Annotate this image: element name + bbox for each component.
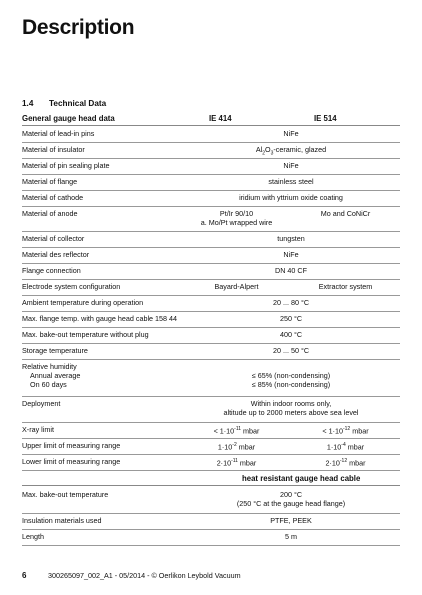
table-row-humidity (22, 360, 400, 397)
value-base: 2·10 (216, 458, 232, 468)
humidity-sub-label: Annual average (30, 371, 81, 380)
table-header-label: General gauge head data (22, 114, 115, 123)
page-title: Description (22, 16, 135, 39)
row-value-col1 (182, 425, 291, 435)
value-part: O (265, 145, 271, 154)
value-base: < 1·10 (213, 426, 235, 436)
row-label: Upper limit of measuring range (22, 441, 121, 450)
value-subscript: 2 (262, 150, 266, 157)
row-value: NiFe (283, 129, 299, 138)
row-label: X-ray limit (22, 425, 54, 434)
row-value: (250 °C at the gauge head flange) (236, 499, 346, 508)
page-footer (22, 571, 241, 580)
row-value: stainless steel (268, 177, 314, 186)
value-exponent: -4 (341, 442, 346, 448)
row-label: Storage temperature (22, 346, 88, 355)
value-part: Al (255, 145, 263, 154)
row-note: a. Mo/Pt wrapped wire (200, 218, 273, 227)
row-label: Material of anode (22, 209, 78, 218)
row-value: 250 °C (279, 314, 303, 323)
row-value: 400 °C (279, 330, 303, 339)
cable-data-table (22, 488, 400, 546)
table-row (22, 296, 400, 312)
table-row (22, 423, 400, 439)
row-value-col2 (291, 425, 400, 435)
row-value (182, 145, 400, 158)
row-value-col1 (182, 457, 291, 467)
table-row (22, 439, 400, 455)
row-value-col2: Extractor system (318, 282, 373, 291)
row-value-col2: Mo and CoNiCr (320, 209, 371, 218)
value-unit: mbar (350, 426, 369, 436)
row-value-col2 (291, 441, 400, 451)
row-label: Max. bake-out temperature (22, 490, 109, 499)
row-value-col1: Pt/Ir 90/10 (219, 209, 254, 218)
table-row (22, 143, 400, 159)
value-unit: mbar (347, 458, 366, 468)
cable-table-header (22, 474, 400, 486)
deployment-value: Within indoor rooms only, (250, 399, 332, 408)
table-row (22, 280, 400, 296)
row-value: 20 ... 50 °C (272, 346, 310, 355)
row-value: PTFE, PEEK (270, 516, 312, 525)
value-unit: mbar (237, 458, 257, 468)
table-row (22, 488, 400, 514)
section-title: Technical Data (49, 99, 107, 108)
table-row (22, 232, 400, 248)
row-value: NiFe (283, 250, 299, 259)
row-label (22, 362, 80, 389)
value-exponent: -2 (232, 442, 237, 448)
table-row (22, 344, 400, 360)
table-row (22, 127, 400, 143)
row-label: Material of flange (22, 177, 78, 186)
value-base: 2·10 (325, 458, 340, 468)
row-label: Material of cathode (22, 193, 84, 202)
cable-header-label: heat resistant gauge head cable (242, 474, 361, 483)
humidity-value: ≤ 85% (non-condensing) (251, 380, 331, 389)
row-label: Max. flange temp. with gauge head cable 158 44 (22, 314, 178, 323)
value-subscript: 3 (270, 150, 274, 157)
row-label: Deployment (22, 399, 61, 408)
table-header-col1: IE 414 (209, 114, 232, 123)
row-label: Material des reflector (22, 250, 90, 259)
section-heading (22, 99, 106, 108)
humidity-value: ≤ 65% (non-condensing) (251, 371, 331, 380)
table-row (22, 328, 400, 344)
table-row (22, 312, 400, 328)
row-value: tungsten (277, 234, 305, 243)
table-row (22, 191, 400, 207)
row-value: NiFe (283, 161, 299, 170)
value-exponent: -12 (342, 426, 351, 432)
technical-data-table (22, 127, 400, 471)
row-label: Length (22, 532, 44, 541)
row-label: Electrode system configuration (22, 282, 121, 291)
row-value: 200 °C (279, 490, 303, 499)
humidity-sub-label: On 60 days (30, 380, 67, 389)
table-header (22, 114, 400, 126)
deployment-value: altitude up to 2000 meters above sea level (223, 408, 359, 417)
row-value: DN 40 CF (275, 266, 307, 275)
table-row (22, 530, 400, 546)
row-label: Material of collector (22, 234, 85, 243)
value-unit: mbar (236, 442, 256, 452)
value-unit: mbar (241, 426, 260, 436)
humidity-label: Relative humidity (22, 362, 77, 371)
footer-text: 300265097_002_A1 - 05/2014 - © Oerlikon Leybold Vacuum (48, 571, 241, 580)
table-header-col2: IE 514 (314, 114, 337, 123)
row-value-col1: Bayard-Alpert (214, 282, 259, 291)
row-label: Material of lead-in pins (22, 129, 95, 138)
table-row (22, 159, 400, 175)
table-row (22, 207, 400, 232)
value-part: -ceramic, glazed (273, 145, 327, 154)
value-base: 1·10 (217, 442, 233, 452)
row-label: Flange connection (22, 266, 81, 275)
row-value: 20 ... 80 °C (272, 298, 310, 307)
value-base: 1·10 (326, 442, 342, 452)
value-base: < 1·10 (322, 426, 343, 436)
row-value-col1 (182, 441, 291, 451)
value-exponent: -11 (234, 426, 242, 432)
table-row (22, 455, 400, 471)
table-row (22, 264, 400, 280)
table-row (22, 175, 400, 191)
row-label: Material of insulator (22, 145, 85, 154)
row-value: 5 m (285, 532, 297, 541)
value-exponent: -11 (231, 458, 238, 464)
value-exponent: -12 (339, 458, 348, 464)
page-number: 6 (22, 571, 27, 580)
table-row-deployment (22, 397, 400, 423)
row-label: Ambient temperature during operation (22, 298, 144, 307)
row-value: iridium with yttrium oxide coating (239, 193, 343, 202)
row-label: Material of pin sealing plate (22, 161, 110, 170)
table-row (22, 248, 400, 264)
row-label: Insulation materials used (22, 516, 102, 525)
row-label: Lower limit of measuring range (22, 457, 121, 466)
section-number: 1.4 (22, 99, 34, 108)
value-unit: mbar (345, 442, 365, 452)
table-row (22, 514, 400, 530)
row-label: Max. bake-out temperature without plug (22, 330, 149, 339)
row-value-col2 (291, 457, 400, 467)
